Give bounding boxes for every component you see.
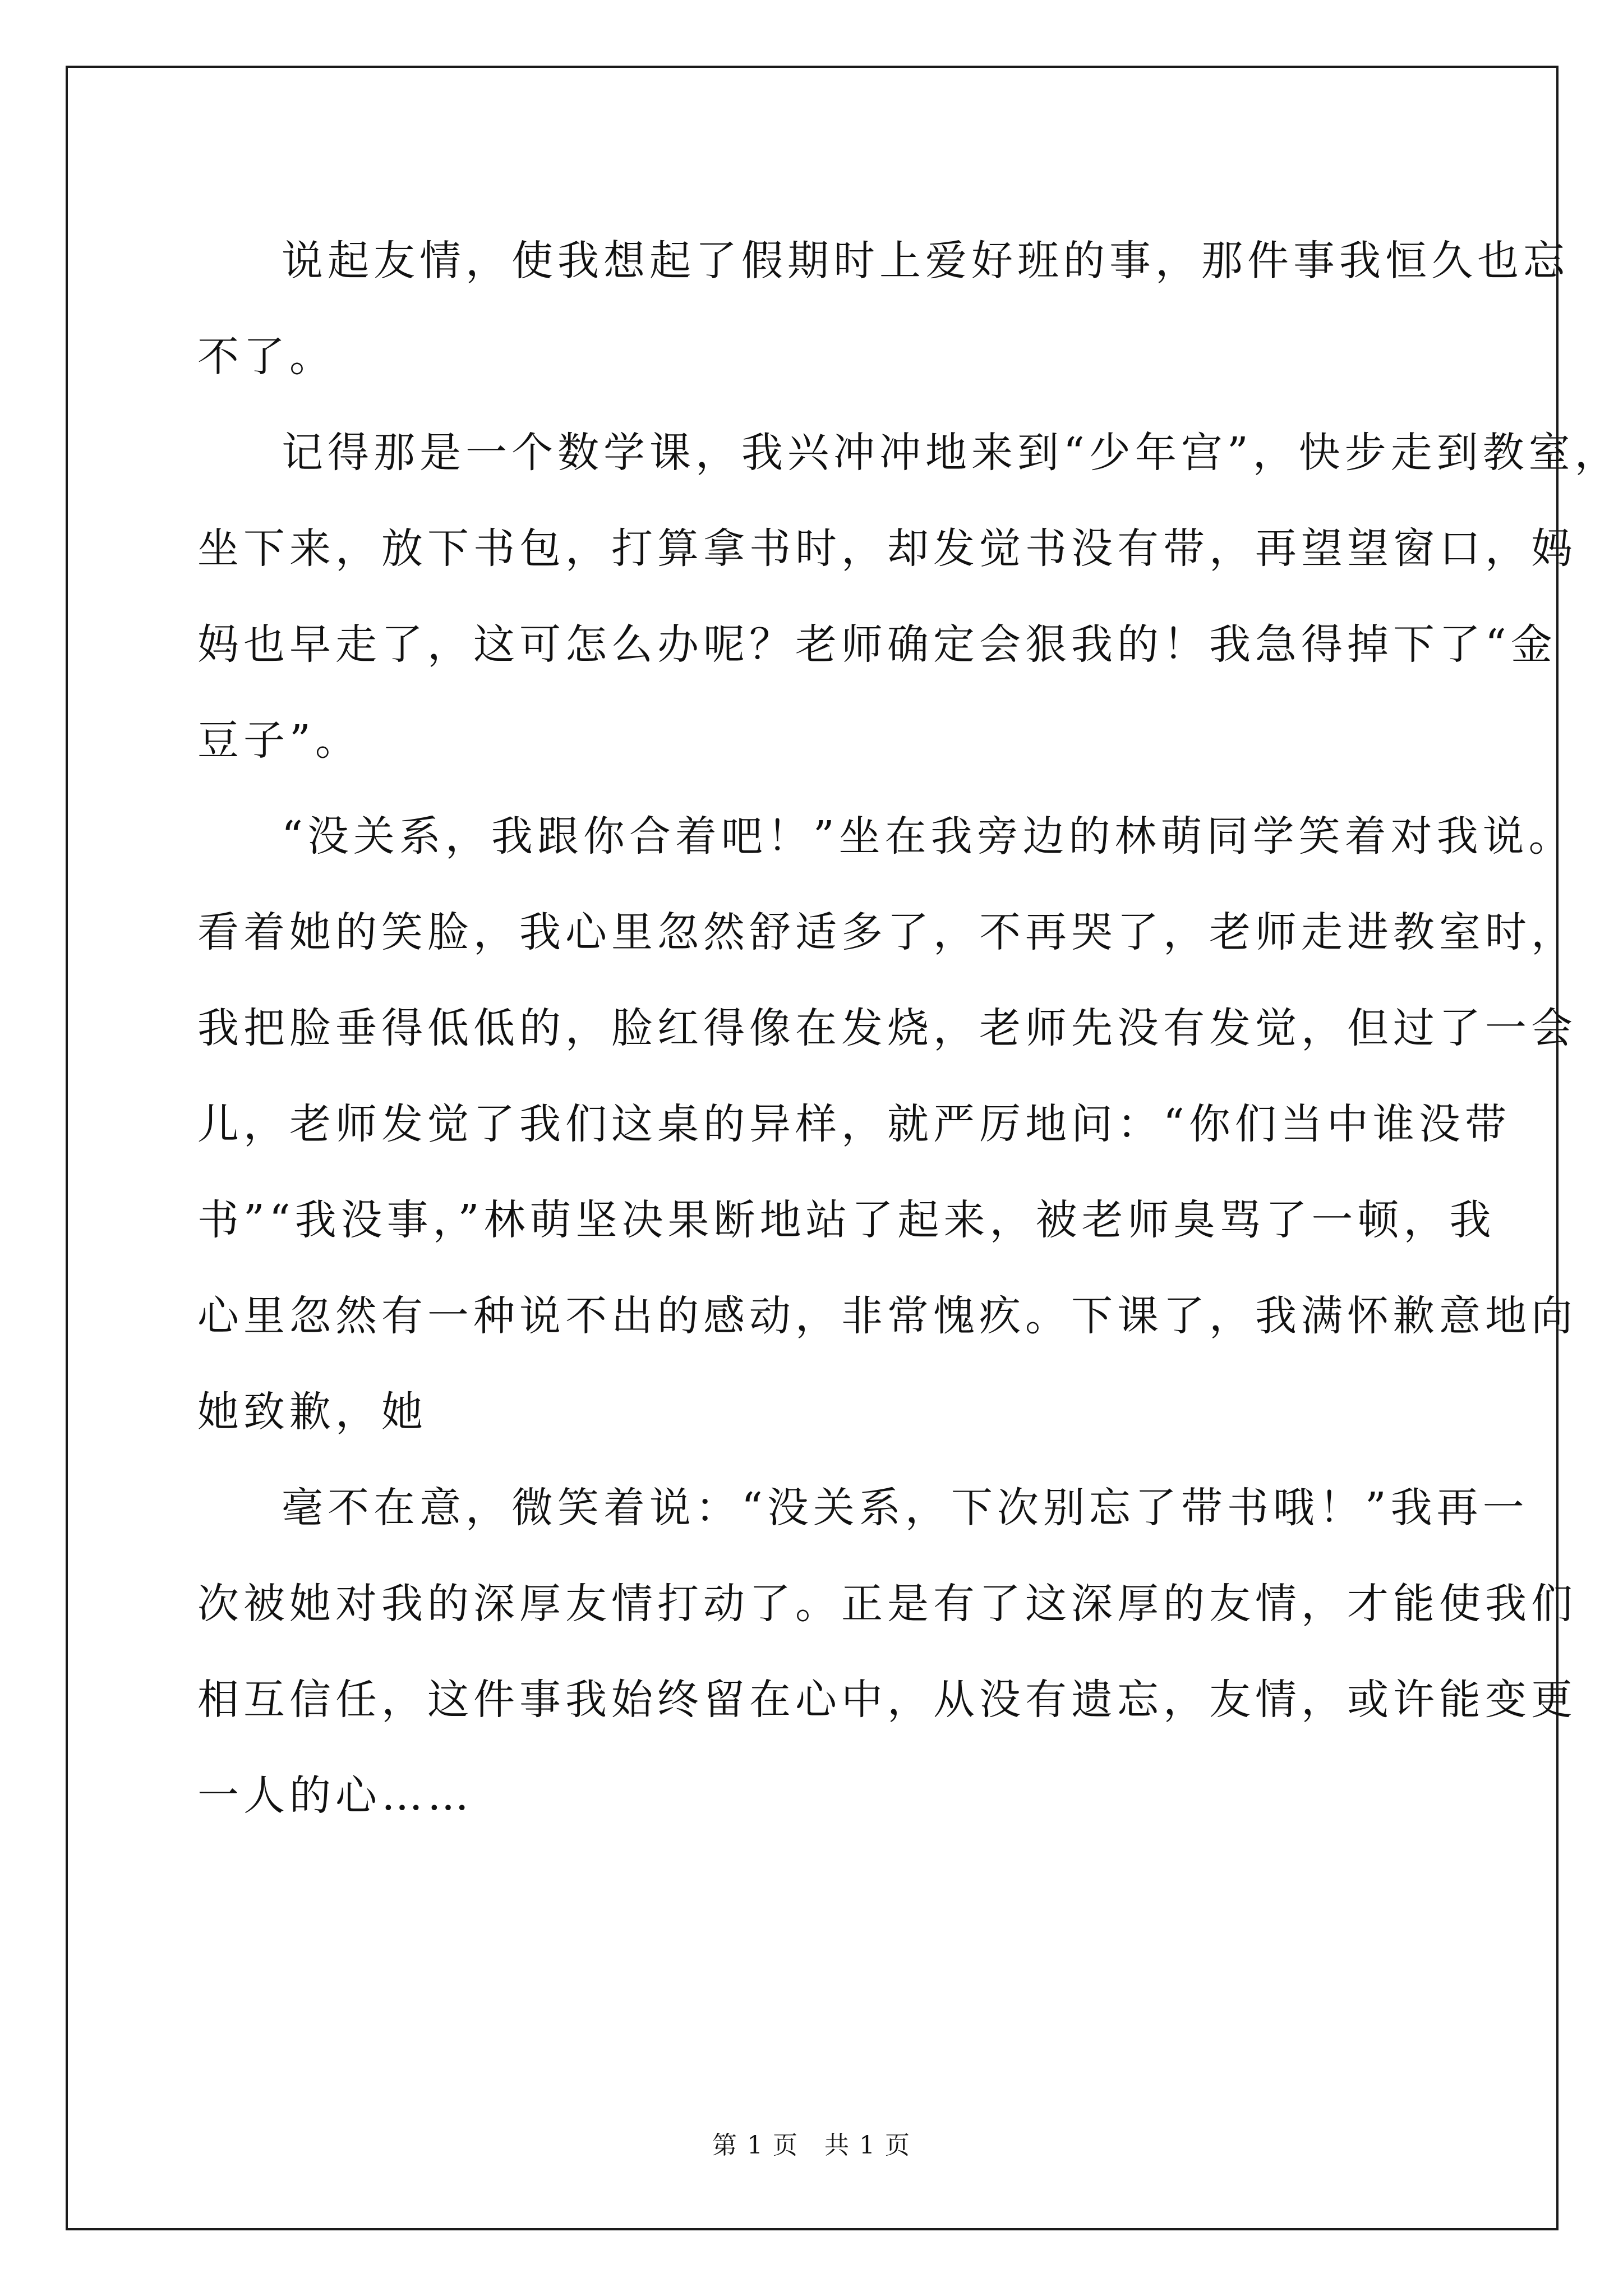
text-line: 豆子”。 <box>197 716 361 765</box>
text-line: 书”“我没事，”林萌坚决果断地站了起来，被老师臭骂了一顿，我 <box>197 1196 1496 1244</box>
text-line: 次被她对我的深厚友情打动了。正是有了这深厚的友情，才能使我们 <box>197 1580 1577 1628</box>
text-line: “没关系，我跟你合着吧！”坐在我旁边的林萌同学笑着对我说。 <box>282 812 1575 861</box>
text-line: 坐下来，放下书包，打算拿书时，却发觉书没有带，再望望窗口，妈 <box>197 524 1577 573</box>
text-line: 不了。 <box>197 333 335 381</box>
text-line: 心里忽然有一种说不出的感动，非常愧疚。下课了，我满怀歉意地向 <box>197 1292 1577 1340</box>
text-line: 毫不在意，微笑着说：“没关系，下次别忘了带书哦！”我再一 <box>282 1484 1529 1532</box>
text-line: 相互信任，这件事我始终留在心中，从没有遗忘，友情，或许能变更 <box>197 1676 1577 1724</box>
text-line: 看着她的笑脸，我心里忽然舒适多了，不再哭了，老师走进教室时， <box>197 908 1577 956</box>
text-line: 儿，老师发觉了我们这桌的异样，就严厉地问：“你们当中谁没带 <box>197 1100 1511 1148</box>
page-number-footer: 第 1 页 共 1 页 <box>712 2131 911 2160</box>
text-line: 说起友情，使我想起了假期时上爱好班的事，那件事我恒久也忘 <box>282 237 1569 285</box>
text-line: 我把脸垂得低低的，脸红得像在发烧，老师先没有发觉，但过了一会 <box>197 1004 1577 1052</box>
document-body <box>197 213 1621 1844</box>
text-line: 记得那是一个数学课，我兴冲冲地来到“少年宫”，快步走到教室， <box>282 429 1621 477</box>
text-line: 一人的心…… <box>197 1772 473 1820</box>
text-line: 妈也早走了，这可怎么办呢？老师确定会狠我的！我急得掉下了“金 <box>197 620 1557 669</box>
text-line: 她致歉，她 <box>197 1388 427 1436</box>
